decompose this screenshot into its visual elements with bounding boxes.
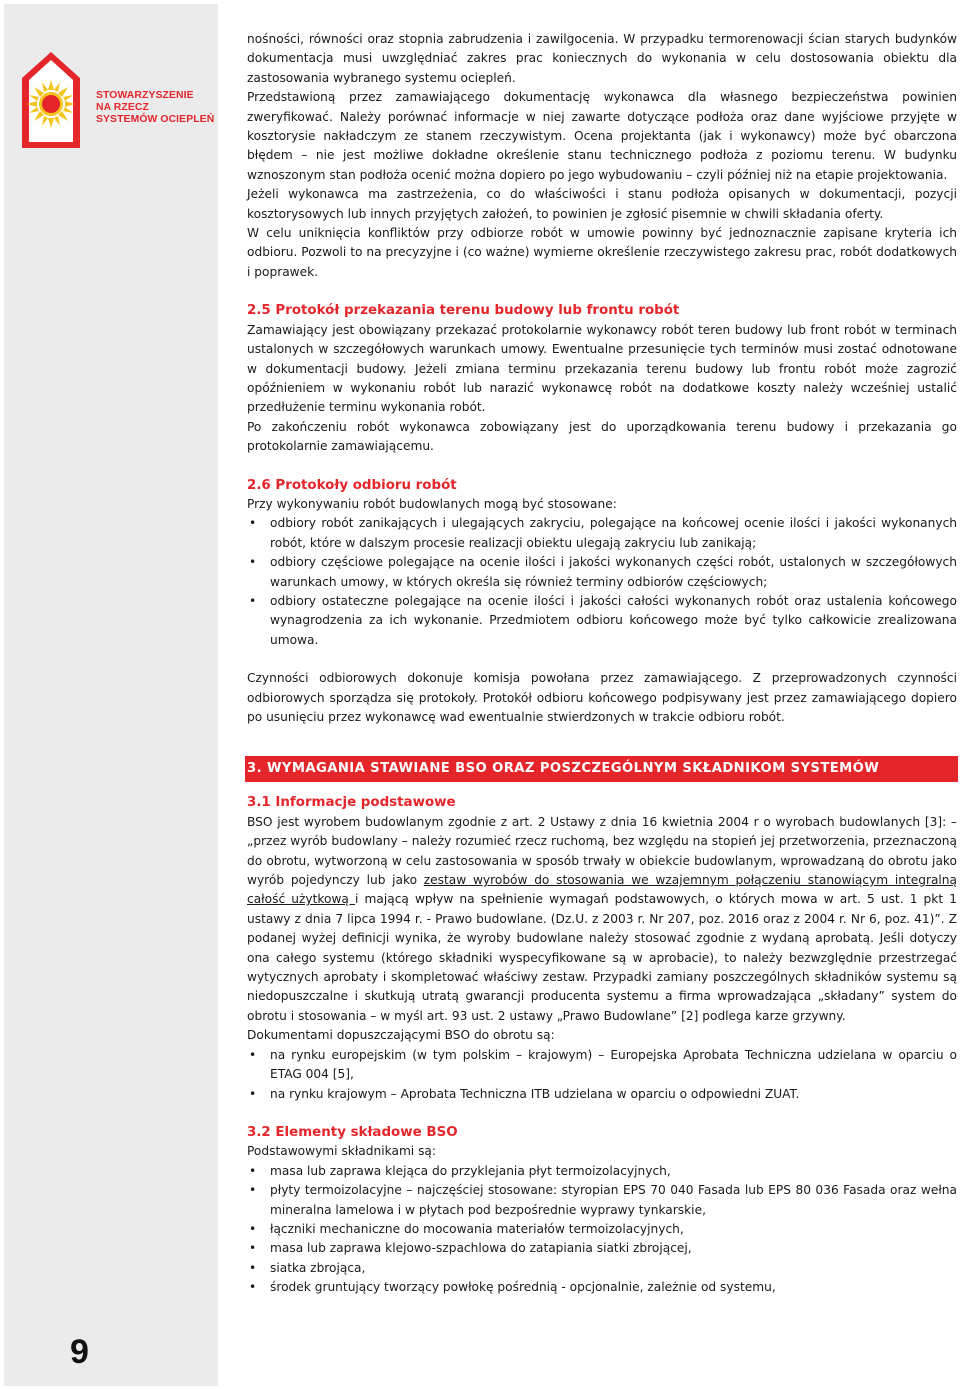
logo-line-1: STOWARZYSZENIE	[96, 90, 194, 101]
list-item: • odbiory częściowe polegające na ocenie ilości i jakości wykonanych części robót, ustalonych w szczegółowych warunkach umowy, w których określa się również terminy odbiorów częściowych;	[247, 553, 957, 592]
intro-paragraph-2: Przedstawioną przez zamawiającego dokumentację wykonawca dla własnego bezpieczeństwa powinien zweryfikować. Należy porównać informacje w niej zawarte dotyczące podłoża oraz dane wyjściowe przyjęte w kosztorysie nakładczym ze stanem rzeczywistym. Ocena projektanta (jak i wykonawcy) może być obarczona błędem – nie jest możliwe dokładne określenie stanu technicznego podłoża z poziomu terenu. W budynku wznoszonym stan podłoża ocenić można dopiero po jego wybudowaniu – czyli później niż na etapie projektowania.	[247, 90, 957, 182]
logo-text	[96, 90, 214, 125]
association-logo	[20, 50, 82, 150]
section-3-2-heading	[247, 1123, 957, 1142]
list-item: • płyty termoizolacyjne – najczęściej stosowane: styropian EPS 70 040 Fasada lub EPS 80 036 Fasada oraz wełna mineralna lamelowa i w płytach pod bezpośrednie wyprawy tynkarskie,	[247, 1181, 957, 1220]
house-sun-icon	[20, 50, 82, 150]
list-item: • masa lub zaprawa klejąca do przyklejania płyt termoizolacyjnych,	[247, 1162, 957, 1181]
list-item: • łączniki mechaniczne do mocowania materiałów termoizolacyjnych,	[247, 1220, 957, 1239]
intro-paragraph-1: nośności, równości oraz stopnia zabrudzenia i zawilgocenia. W przypadku termorenowacji ścian starych budynków dokumentacja musi uwzględniać zakres prac koniecznych do wykonania w celu dostosowania obiektu dla zastosowania wybranego systemu ociepleń.	[247, 32, 957, 85]
section-2-6-intro: Przy wykonywaniu robót budowlanych mogą być stosowane:	[247, 496, 617, 511]
list-item: • odbiory robót zanikających i ulegających zakryciu, polegające na końcowej ocenie ilości i jakości wykonanych robót, które w dalszym procesie realizacji obiektu ulegają zakryciu lub zanikają;	[247, 514, 957, 553]
section-3-1-heading	[247, 793, 957, 812]
chapter-3-banner: 3. WYMAGANIA STAWIANE BSO ORAZ POSZCZEGÓLNYM SKŁADNIKOM SYSTEMÓW	[245, 756, 958, 782]
section-number: 2.6	[247, 477, 271, 493]
logo-line-3: SYSTEMÓW OCIEPLEŃ	[96, 113, 215, 125]
section-number: 3.2	[247, 1124, 271, 1140]
paragraph-text: BSO jest wyrobem budowlanym zgodnie z art. 2 Ustawy z dnia 16 kwietnia 2004 r o wyrobach budowlanych [3]: – „przez wyrób budowlany – należy rozumieć rzecz ruchomą, bez względu na stopień jej przetworzenia, przeznaczoną do obrotu, wytworzoną w celu zastosowania w sposób trwały w obiekcie budowlanym, wprowadzaną do obrotu jako wyrób pojedynczy lub jako	[247, 814, 957, 888]
section-title: Protokół przekazania terenu budowy lub frontu robót	[275, 303, 680, 319]
list-item: • środek gruntujący tworzący powłokę pośrednią - opcjonalnie, zależnie od systemu,	[247, 1278, 957, 1297]
list-item: • na rynku europejskim (w tym polskim – krajowym) – Europejska Aprobata Techniczna udzielana w oparciu o ETAG 004 [5],	[247, 1046, 957, 1085]
section-2-6-heading	[247, 476, 957, 495]
paragraph-text: i mającą wpływ na spełnienie wymagań podstawowych, o których mowa w art. 5 ust. 1 pkt 1 ustawy z dnia 7 lipca 1994 r. - Prawo budowlane. (Dz.U. z 2003 r. Nr 207, poz. 2016 oraz z 2004 r. Nr 6, poz. 41)”. Z podanej wyżej definicji wynika, że wyroby budowlane należy stosować zgodnie z wydaną aprobatą. Jeśli dotyczy ona całego systemu (którego składniki wyspecyfikowane są w aprobacie), to należy bezwzględnie przestrzegać wytycznych aprobaty i skompletować właściwy zestaw. Przypadki zamiany poszczególnych składników systemu są niedopuszczalne i skutkują utratą gwarancji producenta systemu a firma wprowadzająca „składany” system do obrotu i stosowania – w myśl art. 93 ust. 2 ustawy „Prawo Budowlane” [2] podlega karze grzywny.	[247, 892, 957, 1023]
list-item: • na rynku krajowym – Aprobata Techniczna ITB udzielana w oparciu o odpowiedni ZUAT.	[247, 1085, 957, 1104]
page-number: 9	[70, 1333, 89, 1371]
section-number: 2.5	[247, 303, 271, 319]
logo-line-2: NA RZECZ	[96, 101, 149, 113]
list-item: • siatka zbrojąca,	[247, 1259, 957, 1278]
section-title: Informacje podstawowe	[275, 795, 456, 811]
section-title: Elementy składowe BSO	[275, 1124, 458, 1140]
intro-paragraph-4: W celu uniknięcia konfliktów przy odbiorze robót w umowie powinny być jednoznacznie zapisane kryteria ich odbioru. Pozwoli to na precyzyjne i (co ważne) wymierne określenie rzeczywistego zakresu prac, robót dodatkowych i poprawek.	[247, 226, 957, 279]
section-2-5-paragraph-1: Zamawiający jest obowiązany przekazać protokolarnie wykonawcy robót teren budowy lub front robót w terminach ustalonych w szczegółowych warunkach umowy. Ewentualne przesunięcie tych terminów musi zostać odnotowane w dokumentacji budowy. Jeżeli zmiana terminu przekazania terenu budowy lub frontu robót może zagrozić opóźnieniem w wykonaniu robót lub narazić wykonawcę robót na dodatkowe koszty należy wcześniej ustalić przedłużenie terminu wykonania robót.	[247, 322, 957, 415]
list-item: • odbiory ostateczne polegające na ocenie ilości i jakości całości wykonanych robót oraz ustalenia końcowego wynagrodzenia za ich wykonanie. Przedmiotem odbioru końcowego może być tylko całkowicie zrealizowana umowa.	[247, 592, 957, 650]
section-2-5-heading	[247, 301, 957, 320]
page-content	[247, 30, 957, 1298]
section-3-1-paragraph-2: Dokumentami dopuszczającymi BSO do obrotu są:	[247, 1028, 555, 1043]
list-item: • masa lub zaprawa klejowo-szpachlowa do zatapiania siatki zbrojącej,	[247, 1239, 957, 1258]
section-3-2-list	[247, 1162, 957, 1298]
section-2-6-list	[247, 514, 957, 650]
intro-paragraph-3: Jeżeli wykonawca ma zastrzeżenia, co do właściwości i stanu podłoża opisanych w dokumentacji, pozycji kosztorysowych lub innych przyjętych założeń, to powinien je zgłosić pisemnie w chwili składania oferty.	[247, 187, 957, 221]
section-3-2-intro: Podstawowymi składnikami są:	[247, 1144, 436, 1159]
section-2-6-paragraph: Czynności odbiorowych dokonuje komisja powołana przez zamawiającego. Z przeprowadzonych czynności odbiorowych sporządza się protokoły. Protokół odbioru końcowego podpisywany jest przez zamawiającego dopiero po usunięciu przez wykonawcę wad ewentualnie stwierdzonych w trakcie odbioru robót.	[247, 671, 957, 724]
section-number: 3.1	[247, 795, 271, 811]
section-3-1-paragraph-1	[247, 813, 957, 1026]
section-2-5-paragraph-2: Po zakończeniu robót wykonawca zobowiązany jest do uporządkowania terenu budowy i przekazania go protokolarnie zamawiającemu.	[247, 419, 957, 454]
underlined-definition: zestaw wyrobów do stosowania we wzajemnym połączeniu stanowiącym integralną całość użytkową	[247, 873, 958, 907]
section-title: Protokoły odbioru robót	[275, 477, 457, 493]
sidebar	[4, 4, 218, 1386]
section-3-1-list	[247, 1046, 957, 1104]
